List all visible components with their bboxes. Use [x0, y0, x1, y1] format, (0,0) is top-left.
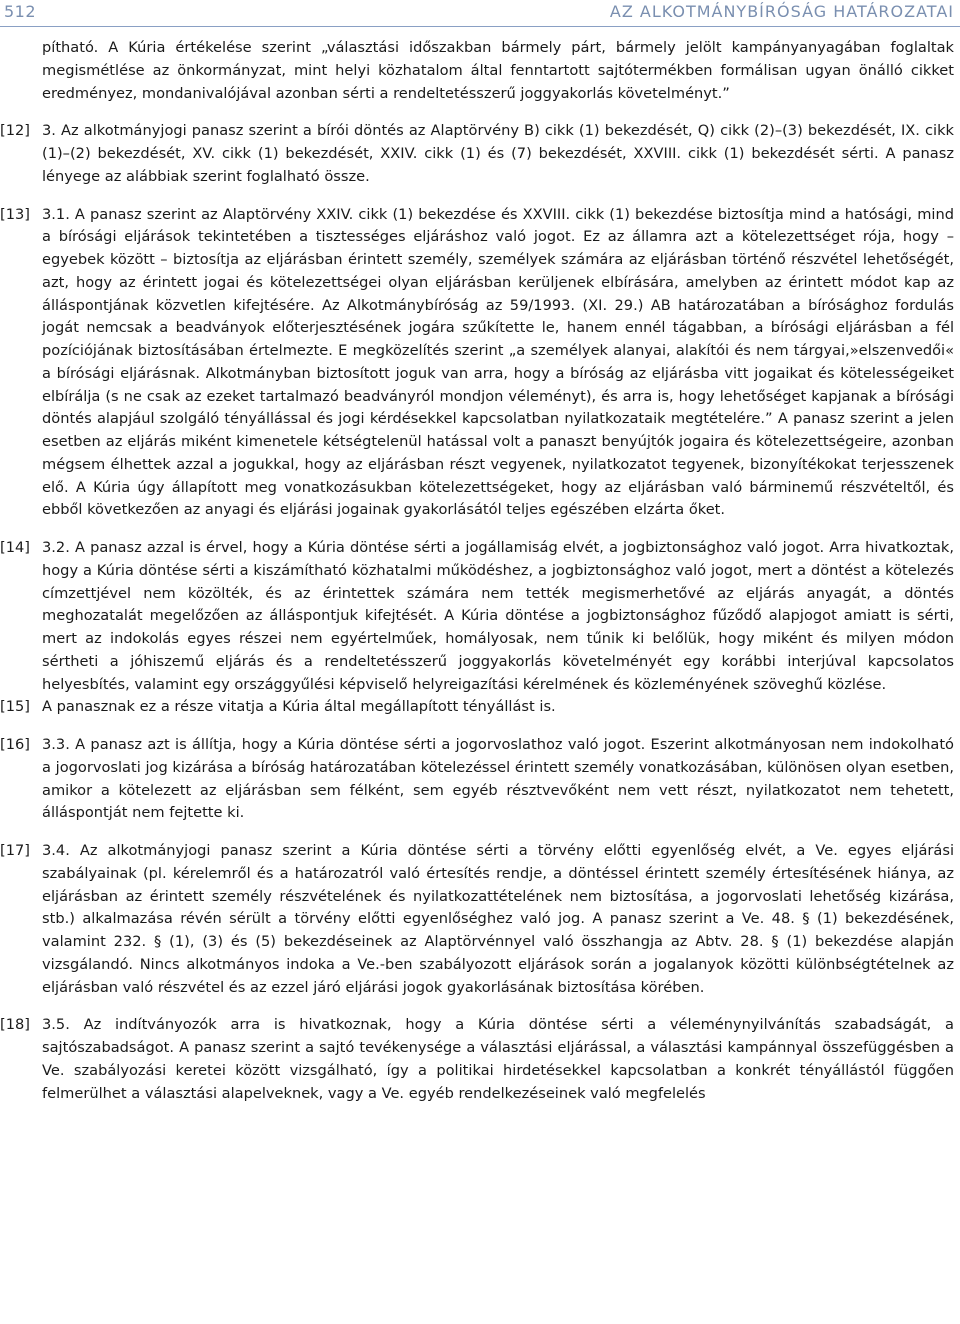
- paragraph-text: 3.5. Az indítványozók arra is hivatkoznak, hogy a Kúria döntése sérti a véleménynyilvánítás szabadságát, a sajtószabadságot. A panasz szerint a sajtó tevékenysége a választási eljárással, a választási kampánnyal összefüggésben a Ve. szabályozási keretei között vizsgálható, így a politikai hirdetésekkel kapcsolatban a konkrét tényállástól függően felmerülhet a választási alapelveknek, vagy a Ve. egyéb rendelkezéseinek való megfelelés: [42, 1016, 954, 1102]
- paragraph-number: [16]: [0, 736, 30, 753]
- paragraph-14: [0, 537, 960, 696]
- paragraph-number: [17]: [0, 842, 30, 859]
- paragraph-text: 3. Az alkotmányjogi panasz szerint a bírói döntés az Alaptörvény B) cikk (1) bekezdését, Q) cikk (2)–(3) bekezdését, IX. cikk (1)–(2) bekezdését, XV. cikk (1) bekezdését, XXIV. cikk (1) és (7) bekezdését, XXVIII. cikk (1) bekezdését sérti. A panasz lényege az alábbiak szerint foglalható össze.: [42, 122, 954, 185]
- paragraph-text: 3.3. A panasz azt is állítja, hogy a Kúria döntése sérti a jogorvoslathoz való jogot. Eszerint alkotmányosan nem indokolható a jogorvoslati jog kizárása a bíróság határozatában kötelezéssel érintett személy vonatkozásában, különösen olyan esetben, amikor a kötelezett az eljárásban sem félként, sem egyéb résztvevőként nem vett részt, nyilatkozatot nem tehetett, álláspontját nem fejtette ki.: [42, 736, 954, 822]
- paragraph-text: A panasznak ez a része vitatja a Kúria által megállapított tényállást is.: [42, 698, 556, 716]
- page-body: [0, 37, 960, 1105]
- paragraph-number: [18]: [0, 1016, 30, 1034]
- paragraph-continuation: [0, 37, 960, 105]
- paragraph-17: [0, 840, 960, 999]
- page-header: [0, 0, 960, 26]
- paragraph-number: [12]: [0, 122, 30, 140]
- paragraph-number: [13]: [0, 205, 30, 223]
- running-title: AZ ALKOTMÁNYBÍRÓSÁG HATÁROZATAI: [609, 2, 954, 21]
- paragraph-text: 3.2. A panasz azzal is érvel, hogy a Kúria döntése sérti a jogállamiság elvét, a jogbiztonsághoz való jogot. Arra hivatkoztak, hogy a Kúria döntése sérti a kiszámítható közhatalmi működéshez, a jogbiztonsághoz való jogot, mert a döntést a kötelezés címzettjével nem közölték, és az érintettek számára nem tették megismerhetővé az eljárás anyagát, a döntés meghozatalát megelőzően az álláspontjuk kifejtését. A Kúria döntése a jogbiztonsághoz fűződő alapjogot amiatt is sérti, mert az indokolás egyes részei nem egyértelműek, homályosak, nem tűnik ki belőlük, hogy miként és milyen módon sértheti a jóhiszemű eljárás és a rendeltetésszerű joggyakorlás követelményét egy korábbi interjúval kapcsolatos helyesbítés, valamint egy országgyűlési képviselő helyreigazítási kérelmének és közleményének szöveghű közlése.: [42, 539, 954, 693]
- paragraph-15: [0, 696, 960, 719]
- paragraph-number: [14]: [0, 539, 30, 556]
- paragraph-number: [15]: [0, 698, 30, 716]
- page-number: 512: [4, 2, 37, 21]
- paragraph-text: 3.4. Az alkotmányjogi panasz szerint a Kúria döntése sérti a törvény előtti egyenlőség elvét, a Ve. egyes eljárási szabályainak (pl. kérelemről és a határozatról való értesítés rendje, a döntéssel érintett személy értesítésének hiánya, az eljárásban az érintett személy részvételének és nyilatkozattételének nem biztosítása, a jogorvoslati lehetőség kizárása, stb.) alkalmazása révén sérült a törvény előtti egyenlőséghez való jog. A panasz szerint a Ve. 48. § (1) bekezdésének, valamint 232. § (1), (3) és (5) bekezdéseinek az Alaptörvénnyel való összhangja az Abtv. 28. § (1) bekezdése alapján vizsgálandó. Nincs alkotmányos indoka a Ve.-ben szabályozott eljárások során a jogalanyok közötti különbségtételnek az eljárásban való részvétel és az ezzel járó eljárási jogok gyakorlásának biztosítása körében.: [42, 842, 954, 996]
- header-rule: [0, 26, 960, 27]
- paragraph-13: [0, 204, 960, 523]
- paragraph-18: [0, 1014, 960, 1105]
- paragraph-16: [0, 734, 960, 825]
- paragraph-text: pítható. A Kúria értékelése szerint „választási időszakban bármely párt, bármely jelölt kampányanyagában foglaltak megismétlése az önkormányzat, mint helyi közhatalom által fenntartott sajtótermékben formálisan ugyan önálló cikket eredményez, mondanivalójával azonban sérti a rendeltetésszerű joggyakorlás követelményt.”: [42, 39, 954, 102]
- paragraph-text: 3.1. A panasz szerint az Alaptörvény XXIV. cikk (1) bekezdése és XXVIII. cikk (1) bekezdése biztosítja mind a hatósági, mind a bírósági eljárások tekintetében a tisztességes eljáráshoz való jogot. Ez az államra azt a kötelezettséget rója, hogy – egyebek között – biztosítja az eljárásban érintett személy, személyek számára az eljárásban történő részvétel lehetőségét, azt, hogy az érintett jogai és kötelezettségei olyan eljárásban kerüljenek elbírására, amelyben az érintett módot kap az álláspontjának közvetlen kifejtésére. Az Alkotmánybíróság az 59/1993. (XI. 29.) AB határozatában a bírósághoz fordulás jogát nemcsak a beadványok előterjesztésének jogára szűkítette le, hanem ennél tágabban, a bírósági eljárásban a fél pozíciójának biztosításában értelmezte. E megközelítés szerint „a személyek alanyai, alakítói és nem tárgyai,»elszenvedői« a bírósági eljárásnak. Alkotmányban biztosított joguk van arra, hogy a bíróság az eljárásba vitt jogaikat és kötelességeiket elbírálja (s ne csak az ezeket tartalmazó beadványról mondjon véleményt), és arra is, hogy lehetőséget kapjanak a bírósági döntés alapjául szolgáló tényállással és jogi kérdésekkel kapcsolatban nyilatkozataik megtételére.” A panasz szerint a jelen esetben az eljárás miként kimenetele kétségtelenül hatással volt a panaszt benyújtók jogaira és kötelezettségeire, azonban mégsem élhettek azzal a jogukkal, hogy az eljárásban részt vegyenek, nyilatkozatot tegyenek, bizonyítékokat terjesszenek elő. A Kúria úgy állapított meg vonatkozásukban kötelezettségeket, hogy az eljárásban való bárminemű részvételtől, és ebből következően az anyagi és eljárási jogainak gyakorlásától teljes egészében elzárta őket.: [42, 205, 954, 519]
- paragraph-12: [0, 120, 960, 188]
